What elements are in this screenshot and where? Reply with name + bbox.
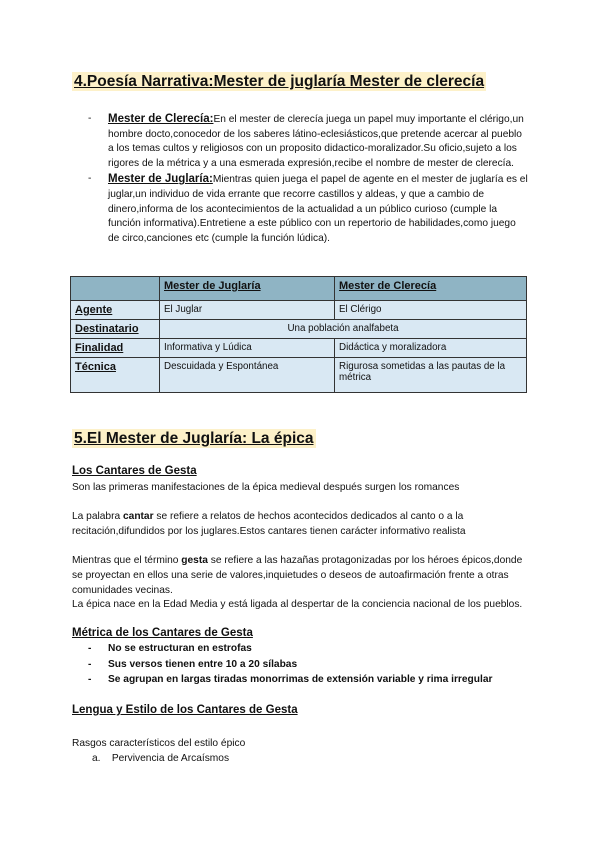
list-term: Mester de Juglaría: [108,173,213,186]
cantar-paragraph [72,509,532,539]
row-label-agente: Agente [71,301,160,320]
table-header-clerecia: Mester de Clerecía [335,277,527,301]
section-4-list [88,112,528,246]
table-cell: Rigurosa sometidas a las pautas de la métrica [335,358,527,393]
table-header-empty [71,277,160,301]
dash-bullet: - [88,674,92,685]
metrica-list [88,641,558,688]
dash-bullet: - [88,113,92,124]
rasgos-list [92,751,552,766]
text-span: se refiere a relatos de hechos acontecidos dedicados al canto o a la recitación,difundidos por los juglares.Estos cantares tienen carácter informativo realista [72,511,466,537]
table-header-juglaria: Mester de Juglaría [160,277,335,301]
list-item [88,172,528,246]
dash-bullet: - [88,643,92,654]
cantares-intro: Son las primeras manifestaciones de la épica medieval después surgen los romances [72,482,460,493]
list-text: En el mester de clerecía juega un papel muy importante el clérigo,un hombre docto,conocedor de los saberes látino-eclesiásticos,que pretende acercar al pueblo a los temas cultos y religiosos con un proposito didactico-moralizador.Su oficio,sujeto a los rigores de la métrica y a una esmerada expresión,recibe el nombre de mester de clerecía. [108,114,524,169]
table-cell: Didáctica y moralizadora [335,339,527,358]
table-row [71,358,527,393]
row-label-destinatario: Destinatario [71,320,160,339]
table-cell: Una población analfabeta [160,320,527,339]
list-item [88,112,528,171]
rasgos-intro: Rasgos característicos del estilo épico [72,738,246,749]
text-span: Mientras que el término [72,555,182,566]
list-text: Sus versos tienen entre 10 a 20 sílabas [108,658,298,670]
gesta-paragraph [72,553,532,598]
table-header-row [71,277,527,301]
list-text: Se agrupan en largas tiradas monorrimas de extensión variable y rima irregular [108,674,493,685]
keyword-cantar: cantar [122,511,154,522]
dash-bullet: - [88,658,92,670]
table-cell: El Juglar [160,301,335,320]
list-text: No se estructuran en estrofas [108,643,252,654]
keyword-gesta: gesta [181,555,208,566]
list-text: Pervivencia de Arcaísmos [111,753,230,764]
row-label-tecnica: Técnica [71,358,160,393]
table-cell: Informativa y Lúdica [160,339,335,358]
list-item [88,672,558,688]
table-cell: Descuidada y Espontánea [160,358,335,393]
list-marker: a. [92,753,101,764]
lengua-title: Lengua y Estilo de los Cantares de Gesta [72,704,298,716]
text-span: se refiere a las hazañas protagonizadas por los héroes épicos,donde se proyectan en ellos una serie de valores,inquietudes o deseos de autoafirmación frente a otras comunidades vecinas. [72,555,523,596]
dash-bullet: - [88,173,92,185]
list-term: Mester de Clerecía: [108,113,214,125]
cantares-title: Los Cantares de Gesta [72,465,197,477]
list-item [88,641,558,657]
list-text: Mientras quien juega el papel de agente en el mester de juglaría es el juglar,un individuo de vida errante que recorre castillos y aldeas, y que a cambio de dinero,informa de los acontecimientos de la actualidad a un público curioso (cumple la función informativa).Entretiene a este público con un repertorio de habilidades,como juego de circo,canciones etc (cumple la función lúdica). [108,174,528,244]
table-cell: El Clérigo [335,301,527,320]
row-label-finalidad: Finalidad [71,339,160,358]
epica-paragraph: La épica nace en la Edad Media y está ligada al despertar de la conciencia nacional de los pueblos. [72,599,523,610]
list-item [88,657,558,673]
table-row [71,339,527,358]
section-4-heading: 4.Poesía Narrativa:Mester de juglaría Mester de clerecía [74,73,485,90]
metrica-title: Métrica de los Cantares de Gesta [72,627,253,639]
text-span: La palabra [72,511,123,522]
section-5-heading: 5.El Mester de Juglaría: La épica [74,430,314,447]
table-row [71,320,527,339]
comparison-table [70,276,527,393]
table-row [71,301,527,320]
